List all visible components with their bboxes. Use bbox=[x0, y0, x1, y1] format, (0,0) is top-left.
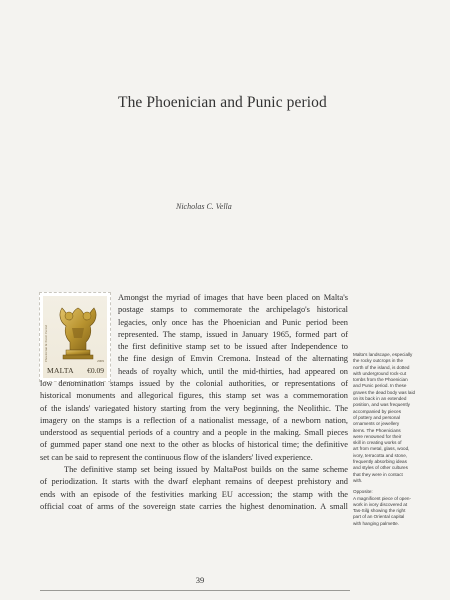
stamp-value: €0.09 bbox=[87, 366, 104, 375]
caption-line: with. bbox=[353, 477, 363, 483]
page-number: 39 bbox=[195, 575, 205, 585]
text-line: historical monuments and allegorical figures, this stamp set was a commemoration bbox=[40, 391, 348, 401]
stamp-country: MALTA bbox=[47, 366, 74, 375]
caption-line: with hanging palmette. bbox=[353, 520, 399, 526]
stamp-side-text: Phoenician & Punic Period bbox=[44, 324, 48, 362]
caption-line: were renowned for their bbox=[353, 433, 402, 439]
caption-line: that they were in contact bbox=[353, 471, 403, 477]
text-line: the first definitive stamp set to be issued after Independence to bbox=[118, 342, 348, 352]
text-line: the fine design of Emvin Cremona. Instead of the alternating bbox=[118, 354, 348, 364]
caption-line: part of an Oriental capital bbox=[353, 514, 405, 520]
caption-line: ivory, terracotta and stone, bbox=[353, 452, 408, 458]
text-line: The definitive stamp set being issued by MaltaPost builds on the same scheme bbox=[64, 465, 348, 475]
caption-line: items. The Phoenicians bbox=[353, 427, 401, 433]
stamp-face bbox=[43, 296, 107, 378]
text-line: heads of royalty which, until the mid-thirties, had appeared on bbox=[118, 366, 348, 376]
text-line: Amongst the myriad of images that have been placed on Malta's bbox=[118, 293, 348, 302]
malta-stamp-image bbox=[39, 292, 111, 382]
caption-line: and styles of other cultures bbox=[353, 465, 408, 471]
gold-capital-artwork bbox=[52, 298, 104, 362]
caption-line: A magnificent piece of open- bbox=[353, 495, 411, 501]
caption-line: skill in creating works of bbox=[353, 440, 402, 446]
caption-line: with underground rock-cut bbox=[353, 370, 407, 376]
stamp-year: 2009 bbox=[97, 359, 104, 363]
text-line: of the islands' variegated history starting from the very beginning, the Neolithic. The bbox=[40, 403, 348, 413]
caption-line: art from metal, glass, wood, bbox=[353, 446, 410, 452]
sidebar-caption bbox=[353, 352, 425, 527]
text-line: ends with an episode of the festivities marking EU accession; the stamp with the bbox=[40, 489, 348, 499]
text-line: of periodization. It starts with the dwarf elephant remains of deepest prehistory and bbox=[40, 477, 348, 487]
caption-line: of pottery and personal bbox=[353, 414, 400, 420]
caption-line: the rocky outcrops in the bbox=[353, 358, 404, 364]
author-name: Nicholas C. Vella bbox=[176, 202, 232, 211]
body-text-wrapped bbox=[118, 292, 348, 378]
caption-line: position, and was frequently bbox=[353, 402, 410, 408]
caption-line: Malta's landscape, especially bbox=[353, 352, 413, 357]
caption-line: graves the dead body was laid bbox=[353, 389, 416, 395]
text-line: represented. The stamp, issued in January 1965, formed part of bbox=[118, 329, 348, 339]
caption-line: frequently absorbing ideas bbox=[353, 459, 407, 465]
text-line: of gummed paper stand one next to the other as blocks of historical time; the definitive bbox=[40, 440, 348, 450]
page-title: The Phoenician and Punic period bbox=[118, 94, 327, 111]
caption-line: and Punic period. In these bbox=[353, 383, 407, 389]
caption-line: ornaments or jewellery bbox=[353, 421, 400, 427]
caption-line: Opposite: bbox=[353, 489, 373, 495]
caption-line: tombs from the Phoenician bbox=[353, 377, 408, 383]
caption-line: work in ivory discovered at bbox=[353, 501, 408, 507]
body-text-full bbox=[40, 378, 348, 513]
text-line: legacies, only once has the Phoenician and Punic period been bbox=[118, 317, 348, 327]
footer-rule bbox=[40, 590, 350, 591]
text-line: understood as sequential periods of a country and a people in the making. Small pieces bbox=[40, 428, 348, 438]
text-line: postage stamps to commemorate the archipelago's historical bbox=[118, 305, 348, 315]
text-line: low denomination stamps issued by the colonial authorities, or representations of bbox=[40, 379, 348, 388]
caption-line: Tas-Silġ showing the right bbox=[353, 508, 406, 514]
text-line: imagery on the stamps is a reflection of a nationalist message, of a newborn nation, bbox=[40, 415, 348, 425]
caption-line: on its back in an extended bbox=[353, 396, 407, 402]
text-line: set can be said to represent the continuous flow of the islanders' lived experience. bbox=[40, 452, 313, 462]
caption-line: accompanied by pieces bbox=[353, 408, 402, 414]
text-line: official coat of arms of the sovereign state carries the highest denomination. A small bbox=[40, 501, 348, 511]
caption-line: north of the island, is dotted bbox=[353, 364, 410, 370]
